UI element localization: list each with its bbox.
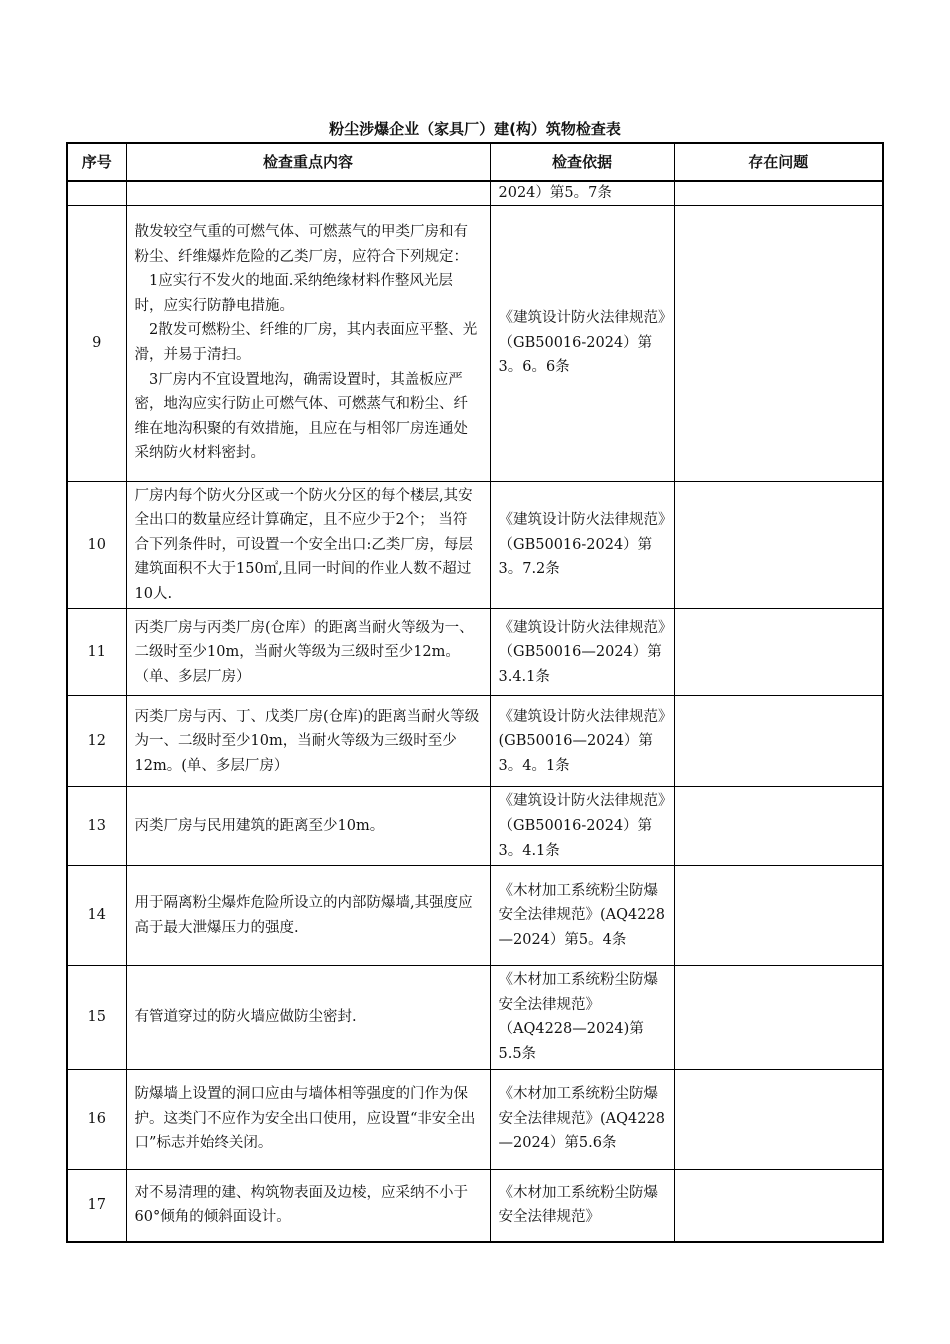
row-content: 有管道穿过的防火墙应做防尘密封. [126,966,490,1069]
row-basis: 《建筑设计防火法律规范》（GB50016-2024）第3。6。6条 [490,205,674,481]
table-row [67,205,883,481]
row-no: 16 [67,1069,126,1169]
table-row [67,1069,883,1169]
row-content: 防爆墙上设置的洞口应由与墙体相等强度的门作为保护。这类门不应作为安全出口使用，应设置“非安全出口”标志并始终关闭。 [126,1069,490,1169]
table-row [67,966,883,1069]
row-issue[interactable] [674,609,883,696]
row-content: 丙类厂房与民用建筑的距离至少10m。 [126,787,490,866]
row-basis: 《木材加工系统粉尘防爆安全法律规范》(AQ4228—2024）第5。4条 [490,866,674,966]
row-basis: 《木材加工系统粉尘防爆安全法律规范》（AQ4228—2024)第5.5条 [490,966,674,1069]
row-issue[interactable] [674,205,883,481]
row-basis: 《建筑设计防火法律规范》（GB50016—2024）第3.4.1条 [490,609,674,696]
row-content: 厂房内每个防火分区或一个防火分区的每个楼层,其安全出口的数量应经计算确定，且不应少于2个； 当符合下列条件时，可设置一个安全出口:乙类厂房，每层建筑面积不大于150㎡,且同一时间的作业人数不超过10人. [126,481,490,609]
row-basis: 《木材加工系统粉尘防爆安全法律规范》(AQ4228—2024）第5.6条 [490,1069,674,1169]
row-no: 12 [67,696,126,787]
row-basis: 《建筑设计防火法律规范》（GB50016-2024）第3。7.2条 [490,481,674,609]
row-content: 丙类厂房与丙、丁、戊类厂房(仓库)的距离当耐火等级为一、二级时至少10m，当耐火等级为三级时至少12m。(单、多层厂房） [126,696,490,787]
row-issue[interactable] [674,966,883,1069]
table-row [67,696,883,787]
row-no: 13 [67,787,126,866]
row-issue[interactable] [674,1069,883,1169]
row-no: 11 [67,609,126,696]
row-issue[interactable] [674,696,883,787]
header-issue: 存在问题 [674,143,883,181]
row-content [126,205,490,481]
row-no [67,181,126,205]
content-line: 1应实行不发火的地面.采纳绝缘材料作整风光层时，应实行防静电措施。 [134,273,453,314]
row-no: 15 [67,966,126,1069]
row-issue[interactable] [674,866,883,966]
page-title: 粉尘涉爆企业（家具厂）建(构）筑物检查表 [329,120,621,138]
table-row [67,787,883,866]
table-row [67,1169,883,1242]
row-content: 对不易清理的建、构筑物表面及边棱，应采纳不小于60°倾角的倾斜面设计。 [126,1169,490,1242]
row-no: 10 [67,481,126,609]
row-no: 17 [67,1169,126,1242]
row-content: 用于隔离粉尘爆炸危险所设立的内部防爆墙,其强度应高于最大泄爆压力的强度. [126,866,490,966]
table-row [67,181,883,205]
table-row [67,866,883,966]
row-no: 9 [67,205,126,481]
header-no: 序号 [67,143,126,181]
row-content [126,181,490,205]
row-basis: 2024）第5。7条 [490,181,674,205]
inspection-table [66,142,884,1243]
content-line: 3厂房内不宜设置地沟，确需设置时，其盖板应严密，地沟应实行防止可燃气体、可燃蒸气和粉尘、纤维在地沟积聚的有效措施，且应在与相邻厂房连通处采纳防火材料密封。 [134,371,468,462]
content-line: 散发较空气重的可燃气体、可燃蒸气的甲类厂房和有粉尘、纤维爆炸危险的乙类厂房，应符合下列规定： [134,224,468,265]
row-basis: 《建筑设计防火法律规范》(GB50016—2024）第3。4。1条 [490,696,674,787]
table-row [67,481,883,609]
content-line: 2散发可燃粉尘、纤维的厂房，其内表面应平整、光滑，并易于清扫。 [134,322,478,363]
row-issue[interactable] [674,181,883,205]
row-issue[interactable] [674,481,883,609]
table-header-row [67,143,883,181]
row-basis: 《建筑设计防火法律规范》（GB50016-2024）第3。4.1条 [490,787,674,866]
header-content: 检查重点内容 [126,143,490,181]
header-basis: 检查依据 [490,143,674,181]
row-issue[interactable] [674,1169,883,1242]
row-content: 丙类厂房与丙类厂房(仓库）的距离当耐火等级为一、二级时至少10m，当耐火等级为三级时至少12m。（单、多层厂房） [126,609,490,696]
table-row [67,609,883,696]
row-no: 14 [67,866,126,966]
row-basis: 《木材加工系统粉尘防爆安全法律规范》 [490,1169,674,1242]
row-issue[interactable] [674,787,883,866]
